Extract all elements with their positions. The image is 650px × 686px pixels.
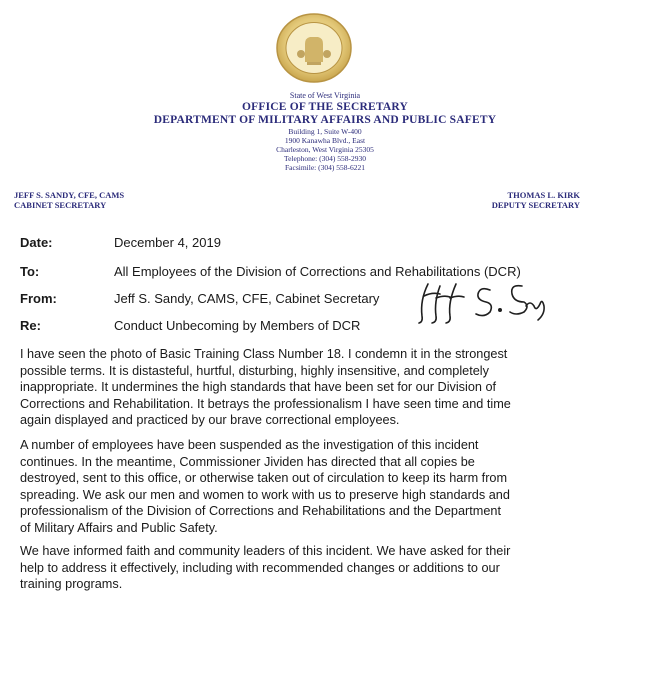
body-line: I have seen the photo of Basic Training Class Number 18. I condemn it in the strongest [20,347,508,361]
body-line: spreading. We ask our men and women to work with us to preserve high standards and [20,487,510,502]
memo-date-label: Date: [20,235,53,250]
body-line: A number of employees have been suspended as the investigation of this incident [20,438,479,452]
state-seal-icon [274,12,354,84]
letterhead-address-line: 1900 Kanawha Blvd., East [284,136,366,145]
body-paragraph-1 [20,346,610,429]
body-paragraph-3 [20,543,610,593]
body-line: inappropriate. It undermines the high standards that have been set for our Division of [20,380,497,394]
official-right-name: THOMAS L. KIRK [507,190,580,200]
body-line: destroyed, sent to this office, or otherwise taken out of circulation to keep its harm from [20,471,508,485]
letterhead-state: State of West Virginia [289,91,361,100]
body-line: continues. In the meantime, Commissioner Jividen has directed that all copies be [20,454,475,469]
memo-to-value: All Employees of the Division of Corrections and Rehabilitations (DCR) [114,264,521,279]
letterhead [0,91,650,172]
letterhead-department: DEPARTMENT OF MILITARY AFFAIRS AND PUBLIC SAFETY [153,114,497,126]
memo-from-value: Jeff S. Sandy, CAMS, CFE, Cabinet Secretary [114,291,380,306]
body-line: again displayed and practiced by our brave correctional employees. [20,413,400,427]
official-left-title: CABINET SECRETARY [14,200,107,210]
body-paragraph-2 [20,437,610,536]
official-left [14,190,124,210]
memo-date-value: December 4, 2019 [114,235,221,250]
memo-from-label: From: [20,291,57,306]
body-line: possible terms. It is distasteful, hurtful, disturbing, highly insensitive, and completely [20,363,489,378]
memo-to-label: To: [20,264,40,279]
letterhead-office: OFFICE OF THE SECRETARY [242,101,408,113]
body-line: professionalism of the Division of Corrections and Rehabilitations and the Department [20,504,501,518]
memo-re-label: Re: [20,318,41,333]
body-line: help to address it effectively, including with recommended changes or additions to our [20,560,500,575]
letterhead-telephone: Telephone: (304) 558-2930 [284,154,366,163]
official-left-name: JEFF S. SANDY, CFE, CAMS [14,190,125,200]
handwritten-signature-icon [410,276,550,324]
official-right-title: DEPUTY SECRETARY [491,200,580,210]
letterhead-address-line: Charleston, West Virginia 25305 [276,145,374,154]
body-line: of Military Affairs and Public Safety. [20,520,218,535]
official-right [492,190,580,210]
body-line: training programs. [20,577,123,591]
letterhead-address-line: Building 1, Suite W-400 [288,127,362,136]
body-line: We have informed faith and community leaders of this incident. We have asked for their [20,544,511,558]
body-line: Corrections and Rehabilitation. It betrays the professionalism I have seen time and time [20,396,511,411]
letterhead-facsimile: Facsimile: (304) 558-6221 [285,163,365,172]
memo-re-value: Conduct Unbecoming by Members of DCR [114,318,361,333]
